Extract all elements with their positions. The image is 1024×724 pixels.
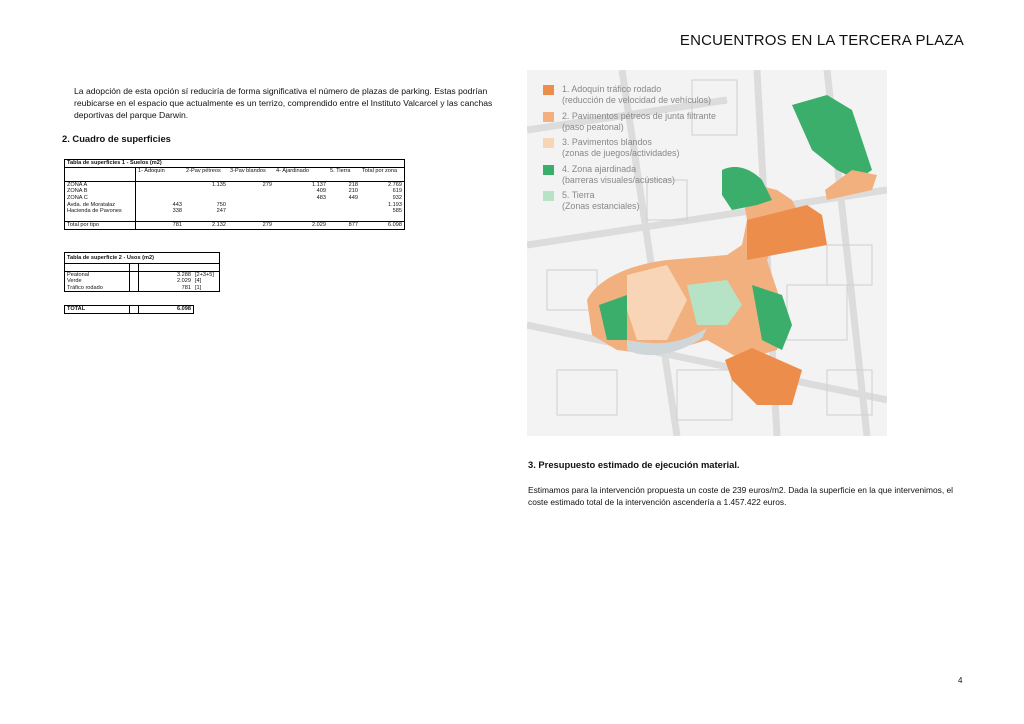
cell [328,208,360,215]
cell: 443 [172,201,182,208]
budget-paragraph: Estimamos para la intervención propuesta un coste de 239 euros/m2. Dada la superficie en la que intervenimos, el coste estimado total de la intervención ascendería a 1.457.422 euros. [528,485,954,508]
surfaces-table [64,159,405,230]
cell: 449 [348,194,358,201]
uses-table [64,252,220,292]
legend-sublabel: (reducción de velocidad de vehículos) [562,95,711,106]
legend-label: 4. Zona ajardinada [562,163,637,174]
row-label: Verde [67,278,82,285]
total-row [65,222,405,230]
legend-sublabel: (zonas de juegos/actividades) [562,148,680,159]
cell: 210 [348,188,358,195]
col-header: 4- Ajardinado [276,167,309,174]
cell: 218 [328,181,360,188]
cell: 781 [181,284,191,291]
legend-sublabel: (paso peatonal) [562,121,624,132]
cell: 6.098 [177,306,191,312]
page-number: 4 [958,676,963,685]
cell: 409 [316,188,326,195]
cell: 585 [392,208,402,215]
surfaces-table-title: Tabla de superficies 1 - Suelos (m2) [65,160,405,168]
cell: 1.135 [184,181,228,188]
row-label: ZONA B [65,188,136,195]
surfaces-table-header [65,167,405,174]
legend-swatch [543,112,554,122]
row-label: Tráfico rodado [67,284,103,291]
cell [274,208,328,215]
cell: 619 [392,188,402,195]
row-label: ZONA C [65,195,136,202]
cell [228,208,274,215]
col-header: 1- Adoquin [138,167,165,174]
cell [136,188,185,195]
cell: 1.137 [274,181,328,188]
legend-swatch [543,191,554,201]
table-row [65,195,405,202]
cell [136,195,185,202]
table-row [65,188,405,195]
document-title: ENCUENTROS EN LA TERCERA PLAZA [679,32,964,49]
cell: 781 [136,222,185,230]
cell: 2.029 [274,222,328,230]
legend-label: 5. Tierra [562,190,595,200]
intro-paragraph: La adopción de esta opción sí reduciría de forma significativa el número de plazas de parking. Estas podrían reubicarse en el espacio que actualmente es un terrizo, comprendido entre el Instituto Valcarcel y las canchas deportivas del parque Darwin. [74,86,493,121]
cell-note: [4] [195,278,202,285]
cell: 279 [228,181,274,188]
cell: 247 [216,208,226,215]
col-header: 2-Pav pétreos [186,167,221,174]
cell: 2.029 [177,278,191,285]
cell: 279 [228,222,274,230]
cell: 2.132 [184,222,228,230]
cell: 338 [172,208,182,215]
cell [136,181,185,188]
col-header: 5. Tierra [330,167,351,174]
legend-swatch [543,85,554,95]
cell: 750 [216,201,226,208]
table-row [65,208,405,215]
cell-note: [2+3+5] [195,271,214,278]
cell: 483 [316,194,326,201]
table-row [65,202,405,209]
legend-swatch [543,138,554,148]
table-row [65,181,405,188]
cell [228,202,274,209]
cell [184,195,228,202]
row-label: TOTAL [67,306,86,312]
row-label: Avda. de Moratalaz [65,202,136,209]
cell [184,188,228,195]
cell-note: [1] [195,284,202,291]
legend-label: 3. Pavimentos blandos [562,137,652,147]
row-label: Total por tipo [65,222,136,230]
row-label: Peatonal [67,271,90,278]
cell: 932 [392,194,402,201]
cell: 6.098 [360,222,405,230]
row-label: ZONA A [65,181,136,188]
cell [274,202,328,209]
legend-label: 1. Adoquín tráfico rodado [562,84,662,94]
legend-sublabel: (Zonas estanciales) [562,201,640,212]
legend-sublabel: (barreras visuales/acústicas) [562,174,675,185]
table-row [65,278,220,285]
legend-label: 2. Pavimentos pétreos de junta filtrante [562,110,716,121]
col-header: Total por zona [362,167,398,174]
col-header: 3-Pav blandos [230,167,266,174]
cell: 877 [328,222,360,230]
cell: 1.193 [388,201,402,208]
uses-table-title: Tabla de superficie 2 - Usos (m2) [65,253,220,264]
cell: 3.288 [177,271,191,278]
cell [228,195,274,202]
row-label: Hacienda de Pavones [65,208,136,215]
table-row [65,271,220,278]
legend-swatch [543,165,554,175]
cell [228,188,274,195]
section-2-heading: 2. Cuadro de superficies [62,133,171,144]
total-table [64,305,194,314]
cell [328,202,360,209]
section-3-heading: 3. Presupuesto estimado de ejecución material. [528,459,740,470]
table-row [65,285,220,292]
cell: 2.769 [360,181,405,188]
